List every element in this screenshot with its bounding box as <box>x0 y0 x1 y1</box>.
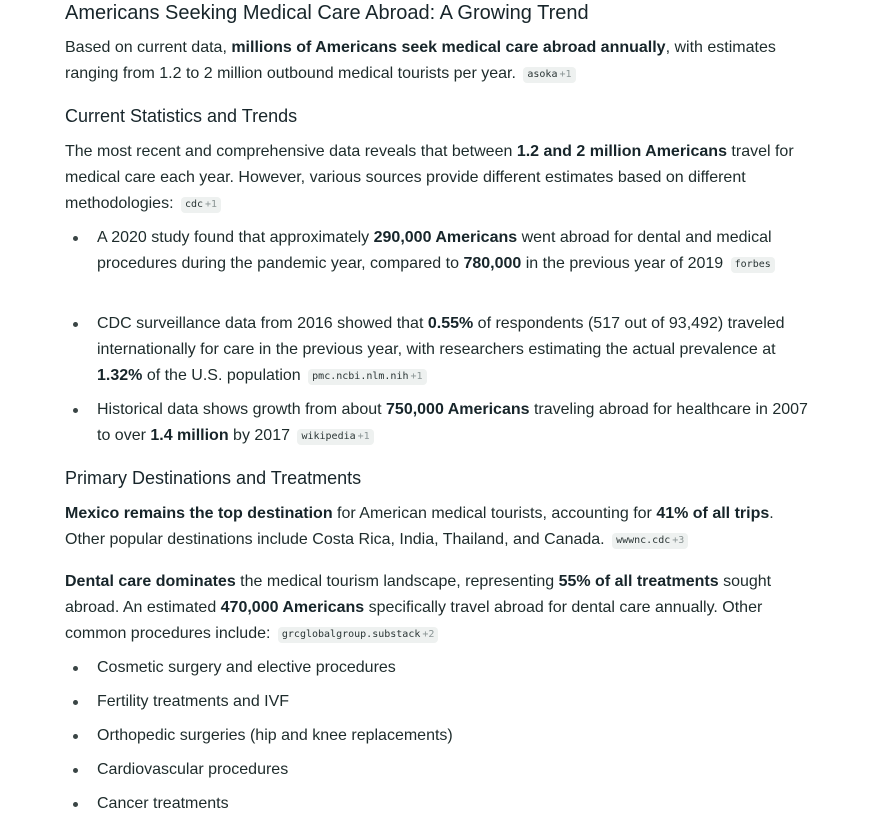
dest-text-2: . Other popular destinations include Costa Rica, India, Thailand, and Canada. <box>65 505 774 548</box>
bullet-text: A 2020 study found that approximately <box>97 229 374 246</box>
treat-text-3: specifically travel abroad for dental care annually. Other common procedures include: <box>65 599 763 642</box>
citation-count: +1 <box>357 431 370 442</box>
bullet-text: by 2017 <box>228 427 290 444</box>
bullet-text: went abroad for dental and medical procedures during the pandemic year, compared to <box>97 229 772 272</box>
citation-source: pmc.ncbi.nlm.nih <box>312 371 409 382</box>
bullet-bold: 0.55% <box>427 315 474 332</box>
list-item <box>65 225 817 277</box>
citation-chip[interactable] <box>278 627 439 643</box>
citation-source: wwwnc.cdc <box>616 535 671 546</box>
stats-bold-1: 1.2 and 2 million Americans <box>516 143 727 160</box>
bullet-text: in the previous year of 2019 <box>521 255 724 272</box>
treat-text-2: sought abroad. An estimated <box>65 573 772 616</box>
citation-chip[interactable] <box>181 197 221 213</box>
bullet-text: of respondents (517 out of 93,492) traveled internationally for care in the previous year, with researchers estimating the actual prevalence at <box>97 315 785 358</box>
bullet-bold: 1.4 million <box>150 427 229 444</box>
dest-text-1: for American medical tourists, accounting for <box>332 505 657 522</box>
destinations-paragraph <box>65 501 815 553</box>
bullet-dot <box>73 666 78 671</box>
treat-bold-1: Dental care dominates <box>65 573 236 590</box>
bullet-dot <box>73 236 78 241</box>
procedure-label: Fertility treatments and IVF <box>97 693 290 710</box>
citation-count: +1 <box>410 371 423 382</box>
bullet-bold: 1.32% <box>97 367 143 384</box>
bullet-dot <box>73 768 78 773</box>
treat-bold-3: 470,000 Americans <box>220 599 365 616</box>
stats-text-2: travel for medical care each year. However, various sources provide different estimates based on different methodologies: <box>65 143 794 212</box>
bullet-dot <box>73 734 78 739</box>
citation-count: +1 <box>559 69 572 80</box>
treat-text-1: the medical tourism landscape, representing <box>235 573 559 590</box>
bullet-text: Historical data shows growth from about <box>97 401 387 418</box>
list-item <box>65 689 817 715</box>
intro-paragraph <box>65 35 815 87</box>
citation-source: asoka <box>527 69 558 80</box>
procedure-label: Cardiovascular procedures <box>97 761 289 778</box>
citation-chip[interactable] <box>297 429 373 445</box>
section-heading-destinations: Primary Destinations and Treatments <box>65 468 362 488</box>
list-item <box>65 723 817 749</box>
list-item <box>65 397 817 449</box>
bullet-dot <box>73 408 78 413</box>
bullet-bold: 750,000 Americans <box>386 401 530 418</box>
intro-bold-1: millions of Americans seek medical care abroad annually <box>231 39 666 56</box>
treatments-paragraph <box>65 569 815 647</box>
bullet-dot <box>73 802 78 807</box>
statistics-paragraph <box>65 139 815 217</box>
bullet-text: of the U.S. population <box>142 367 301 384</box>
section-heading-statistics: Current Statistics and Trends <box>65 106 298 126</box>
bullet-dot <box>73 322 78 327</box>
citation-source: forbes <box>734 259 771 270</box>
procedure-label: Orthopedic surgeries (hip and knee replacements) <box>97 727 453 744</box>
stats-text-1: The most recent and comprehensive data reveals that between <box>65 143 517 160</box>
bullet-dot <box>73 700 78 705</box>
dest-bold-2: 41% of all trips <box>656 505 770 522</box>
citation-source: wikipedia <box>301 431 356 442</box>
citation-chip[interactable] <box>612 533 688 549</box>
bullet-text: traveling abroad for healthcare in 2007 to over <box>97 401 808 444</box>
citation-count: +2 <box>422 629 435 640</box>
list-item <box>65 311 817 389</box>
citation-count: +1 <box>205 199 218 210</box>
list-item <box>65 757 817 783</box>
list-item <box>65 655 817 681</box>
page-title: Americans Seeking Medical Care Abroad: A Growing Trend <box>65 2 589 24</box>
bullet-text: CDC surveillance data from 2016 showed that <box>97 315 428 332</box>
bullet-bold: 290,000 Americans <box>373 229 518 246</box>
citation-source: cdc <box>184 199 204 210</box>
bullet-bold: 780,000 <box>463 255 522 272</box>
citation-chip[interactable] <box>308 369 426 385</box>
dest-bold-1: Mexico remains the top destination <box>65 505 333 522</box>
intro-text-2: , with estimates ranging from 1.2 to 2 million outbound medical tourists per year. <box>65 39 776 82</box>
citation-chip[interactable] <box>523 67 575 83</box>
procedure-label: Cosmetic surgery and elective procedures <box>97 659 396 676</box>
treat-bold-2: 55% of all treatments <box>558 573 719 590</box>
citation-source: grcglobalgroup.substack <box>281 629 421 640</box>
citation-chip[interactable] <box>731 257 775 273</box>
list-item <box>65 791 817 817</box>
procedure-label: Cancer treatments <box>97 795 229 812</box>
intro-text-1: Based on current data, <box>65 39 232 56</box>
citation-count: +3 <box>672 535 685 546</box>
